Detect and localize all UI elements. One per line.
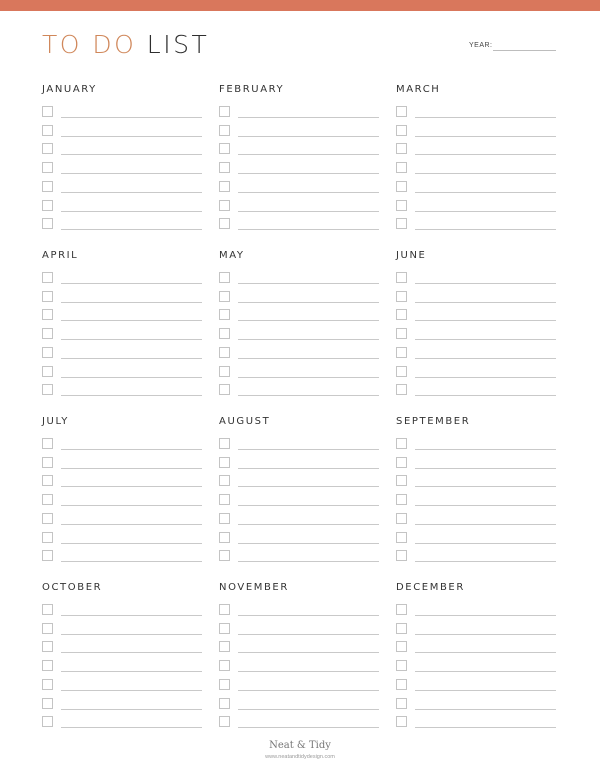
todo-writing-line[interactable]	[61, 377, 202, 378]
todo-item	[219, 660, 379, 674]
todo-writing-line[interactable]	[238, 339, 379, 340]
month-heading: DECEMBER	[396, 582, 465, 593]
month-heading: JUNE	[396, 250, 427, 261]
todo-writing-line[interactable]	[61, 117, 202, 118]
month-block-october	[42, 582, 202, 732]
todo-checkbox[interactable]	[42, 218, 53, 229]
todo-writing-line[interactable]	[238, 229, 379, 230]
todo-checkbox[interactable]	[396, 106, 407, 117]
month-block-january	[42, 84, 202, 234]
todo-checkbox[interactable]	[219, 438, 230, 449]
todo-item	[396, 550, 556, 564]
todo-checkbox[interactable]	[219, 272, 230, 283]
todo-writing-line[interactable]	[238, 173, 379, 174]
todo-writing-line[interactable]	[61, 727, 202, 728]
todo-item	[42, 698, 202, 712]
todo-writing-line[interactable]	[61, 192, 202, 193]
todo-checkbox[interactable]	[42, 291, 53, 302]
month-heading: MAY	[219, 250, 245, 261]
todo-writing-line[interactable]	[415, 339, 556, 340]
month-block-september	[396, 416, 556, 566]
todo-writing-line[interactable]	[61, 229, 202, 230]
todo-item	[42, 457, 202, 471]
todo-checkbox[interactable]	[396, 623, 407, 634]
todo-item	[396, 679, 556, 693]
todo-checkbox[interactable]	[396, 641, 407, 652]
todo-writing-line[interactable]	[415, 283, 556, 284]
month-heading: SEPTEMBER	[396, 416, 471, 427]
todo-writing-line[interactable]	[61, 283, 202, 284]
todo-checkbox[interactable]	[42, 162, 53, 173]
todo-writing-line[interactable]	[415, 173, 556, 174]
todo-writing-line[interactable]	[415, 468, 556, 469]
year-input-line[interactable]	[493, 50, 556, 51]
todo-item	[396, 366, 556, 380]
page-title	[42, 30, 209, 59]
todo-item	[42, 475, 202, 489]
todo-item	[42, 513, 202, 527]
todo-writing-line[interactable]	[415, 690, 556, 691]
todo-writing-line[interactable]	[238, 486, 379, 487]
todo-item	[219, 623, 379, 637]
todo-writing-line[interactable]	[238, 117, 379, 118]
todo-item	[42, 623, 202, 637]
todo-item	[219, 272, 379, 286]
todo-writing-line[interactable]	[61, 615, 202, 616]
todo-writing-line[interactable]	[61, 449, 202, 450]
todo-checkbox[interactable]	[42, 309, 53, 320]
todo-item	[42, 641, 202, 655]
todo-item	[42, 494, 202, 508]
todo-checkbox[interactable]	[42, 384, 53, 395]
todo-item	[219, 550, 379, 564]
todo-item	[396, 475, 556, 489]
todo-writing-line[interactable]	[238, 505, 379, 506]
todo-item	[42, 106, 202, 120]
todo-writing-line[interactable]	[415, 524, 556, 525]
todo-writing-line[interactable]	[415, 211, 556, 212]
todo-item	[396, 181, 556, 195]
todo-item	[219, 604, 379, 618]
todo-item	[219, 494, 379, 508]
todo-checkbox[interactable]	[42, 181, 53, 192]
todo-item	[396, 660, 556, 674]
todo-writing-line[interactable]	[238, 136, 379, 137]
todo-item	[396, 384, 556, 398]
todo-item	[396, 604, 556, 618]
todo-item	[396, 218, 556, 232]
todo-writing-line[interactable]	[238, 727, 379, 728]
todo-writing-line[interactable]	[415, 320, 556, 321]
todo-checkbox[interactable]	[219, 143, 230, 154]
todo-writing-line[interactable]	[238, 652, 379, 653]
todo-item	[219, 328, 379, 342]
todo-checkbox[interactable]	[396, 550, 407, 561]
todo-checkbox[interactable]	[219, 328, 230, 339]
month-block-august	[219, 416, 379, 566]
todo-checkbox[interactable]	[42, 604, 53, 615]
todo-writing-line[interactable]	[415, 486, 556, 487]
todo-checkbox[interactable]	[42, 143, 53, 154]
todo-checkbox[interactable]	[396, 457, 407, 468]
todo-checkbox[interactable]	[219, 347, 230, 358]
todo-item	[219, 291, 379, 305]
todo-item	[396, 106, 556, 120]
todo-writing-line[interactable]	[61, 468, 202, 469]
todo-item	[42, 347, 202, 361]
todo-item	[396, 623, 556, 637]
todo-checkbox[interactable]	[396, 716, 407, 727]
todo-checkbox[interactable]	[396, 513, 407, 524]
todo-item	[396, 200, 556, 214]
todo-checkbox[interactable]	[396, 494, 407, 505]
todo-item	[42, 550, 202, 564]
todo-item	[42, 660, 202, 674]
todo-writing-line[interactable]	[238, 690, 379, 691]
todo-checkbox[interactable]	[42, 347, 53, 358]
todo-writing-line[interactable]	[61, 561, 202, 562]
todo-checkbox[interactable]	[219, 550, 230, 561]
todo-writing-line[interactable]	[238, 524, 379, 525]
todo-item	[219, 347, 379, 361]
todo-checkbox[interactable]	[396, 604, 407, 615]
todo-writing-line[interactable]	[61, 634, 202, 635]
month-heading: APRIL	[42, 250, 79, 261]
todo-item	[219, 513, 379, 527]
todo-writing-line[interactable]	[415, 377, 556, 378]
todo-writing-line[interactable]	[61, 652, 202, 653]
todo-item	[396, 309, 556, 323]
todo-writing-line[interactable]	[238, 449, 379, 450]
todo-writing-line[interactable]	[61, 358, 202, 359]
todo-checkbox[interactable]	[396, 328, 407, 339]
todo-item	[396, 641, 556, 655]
todo-writing-line[interactable]	[415, 117, 556, 118]
title-main-text: LIST	[146, 30, 210, 59]
todo-checkbox[interactable]	[396, 181, 407, 192]
todo-writing-line[interactable]	[61, 486, 202, 487]
month-heading: NOVEMBER	[219, 582, 289, 593]
todo-writing-line[interactable]	[415, 561, 556, 562]
todo-writing-line[interactable]	[415, 395, 556, 396]
todo-writing-line[interactable]	[415, 543, 556, 544]
todo-item	[42, 532, 202, 546]
todo-item	[219, 200, 379, 214]
todo-item	[42, 272, 202, 286]
todo-item	[219, 309, 379, 323]
todo-item	[219, 162, 379, 176]
todo-item	[42, 125, 202, 139]
todo-writing-line[interactable]	[238, 615, 379, 616]
todo-checkbox[interactable]	[42, 457, 53, 468]
todo-writing-line[interactable]	[238, 211, 379, 212]
todo-checkbox[interactable]	[42, 328, 53, 339]
todo-item	[219, 698, 379, 712]
month-block-may	[219, 250, 379, 400]
todo-writing-line[interactable]	[61, 543, 202, 544]
todo-writing-line[interactable]	[61, 339, 202, 340]
todo-writing-line[interactable]	[415, 727, 556, 728]
todo-item	[219, 143, 379, 157]
todo-checkbox[interactable]	[42, 641, 53, 652]
todo-item	[219, 532, 379, 546]
todo-checkbox[interactable]	[219, 513, 230, 524]
todo-checkbox[interactable]	[42, 550, 53, 561]
todo-checkbox[interactable]	[219, 200, 230, 211]
todo-checkbox[interactable]	[42, 494, 53, 505]
month-block-december	[396, 582, 556, 732]
todo-item	[42, 384, 202, 398]
footer-url: www.neatandtidydesign.com	[265, 754, 335, 760]
todo-item	[219, 181, 379, 195]
todo-checkbox[interactable]	[42, 532, 53, 543]
todo-writing-line[interactable]	[415, 154, 556, 155]
todo-writing-line[interactable]	[238, 671, 379, 672]
todo-writing-line[interactable]	[61, 524, 202, 525]
todo-item	[42, 366, 202, 380]
todo-item	[42, 143, 202, 157]
todo-item	[42, 162, 202, 176]
title-accent-text: TO DO	[42, 30, 137, 59]
todo-checkbox[interactable]	[219, 291, 230, 302]
todo-item	[42, 679, 202, 693]
top-accent-bar	[0, 0, 600, 11]
month-block-march	[396, 84, 556, 234]
todo-checkbox[interactable]	[219, 384, 230, 395]
todo-checkbox[interactable]	[219, 181, 230, 192]
todo-item	[42, 438, 202, 452]
todo-checkbox[interactable]	[219, 716, 230, 727]
todo-writing-line[interactable]	[415, 302, 556, 303]
todo-checkbox[interactable]	[396, 200, 407, 211]
todo-item	[396, 716, 556, 730]
month-heading: AUGUST	[219, 416, 271, 427]
todo-checkbox[interactable]	[42, 623, 53, 634]
todo-writing-line[interactable]	[61, 320, 202, 321]
todo-item	[396, 347, 556, 361]
todo-checkbox[interactable]	[219, 366, 230, 377]
todo-checkbox[interactable]	[219, 162, 230, 173]
todo-writing-line[interactable]	[238, 358, 379, 359]
todo-writing-line[interactable]	[238, 709, 379, 710]
todo-checkbox[interactable]	[219, 106, 230, 117]
todo-writing-line[interactable]	[61, 671, 202, 672]
todo-writing-line[interactable]	[238, 320, 379, 321]
todo-writing-line[interactable]	[415, 136, 556, 137]
todo-writing-line[interactable]	[61, 709, 202, 710]
todo-item	[219, 218, 379, 232]
todo-writing-line[interactable]	[415, 449, 556, 450]
todo-checkbox[interactable]	[396, 162, 407, 173]
todo-writing-line[interactable]	[415, 709, 556, 710]
todo-writing-line[interactable]	[61, 395, 202, 396]
todo-checkbox[interactable]	[42, 660, 53, 671]
todo-writing-line[interactable]	[61, 136, 202, 137]
todo-checkbox[interactable]	[396, 218, 407, 229]
todo-checkbox[interactable]	[219, 660, 230, 671]
todo-checkbox[interactable]	[219, 475, 230, 486]
todo-item	[219, 716, 379, 730]
todo-checkbox[interactable]	[219, 309, 230, 320]
todo-item	[396, 532, 556, 546]
todo-writing-line[interactable]	[61, 302, 202, 303]
todo-checkbox[interactable]	[42, 698, 53, 709]
todo-checkbox[interactable]	[219, 494, 230, 505]
todo-item	[219, 125, 379, 139]
month-heading: JANUARY	[42, 84, 97, 95]
todo-checkbox[interactable]	[219, 218, 230, 229]
todo-checkbox[interactable]	[396, 532, 407, 543]
todo-checkbox[interactable]	[396, 347, 407, 358]
todo-item	[219, 438, 379, 452]
todo-item	[42, 218, 202, 232]
todo-checkbox[interactable]	[396, 679, 407, 690]
todo-writing-line[interactable]	[415, 229, 556, 230]
todo-writing-line[interactable]	[238, 283, 379, 284]
todo-item	[396, 143, 556, 157]
todo-writing-line[interactable]	[415, 192, 556, 193]
month-heading: MARCH	[396, 84, 441, 95]
todo-checkbox[interactable]	[396, 291, 407, 302]
todo-checkbox[interactable]	[219, 623, 230, 634]
todo-item	[219, 366, 379, 380]
todo-checkbox[interactable]	[42, 475, 53, 486]
todo-writing-line[interactable]	[238, 634, 379, 635]
todo-writing-line[interactable]	[238, 192, 379, 193]
todo-writing-line[interactable]	[415, 652, 556, 653]
month-block-april	[42, 250, 202, 400]
todo-writing-line[interactable]	[238, 154, 379, 155]
month-block-february	[219, 84, 379, 234]
todo-checkbox[interactable]	[396, 384, 407, 395]
todo-checkbox[interactable]	[396, 143, 407, 154]
todo-writing-line[interactable]	[415, 671, 556, 672]
todo-writing-line[interactable]	[415, 505, 556, 506]
todo-item	[396, 162, 556, 176]
todo-checkbox[interactable]	[396, 475, 407, 486]
todo-item	[396, 291, 556, 305]
month-block-november	[219, 582, 379, 732]
todo-checkbox[interactable]	[219, 679, 230, 690]
todo-checkbox[interactable]	[42, 513, 53, 524]
todo-writing-line[interactable]	[238, 377, 379, 378]
todo-writing-line[interactable]	[238, 543, 379, 544]
todo-item	[396, 494, 556, 508]
todo-checkbox[interactable]	[396, 309, 407, 320]
todo-checkbox[interactable]	[396, 125, 407, 136]
todo-writing-line[interactable]	[61, 154, 202, 155]
todo-checkbox[interactable]	[42, 438, 53, 449]
todo-checkbox[interactable]	[396, 366, 407, 377]
todo-item	[219, 679, 379, 693]
todo-writing-line[interactable]	[238, 561, 379, 562]
month-block-june	[396, 250, 556, 400]
todo-checkbox[interactable]	[219, 532, 230, 543]
month-heading: FEBRUARY	[219, 84, 285, 95]
todo-checkbox[interactable]	[396, 438, 407, 449]
todo-item	[219, 641, 379, 655]
month-heading: JULY	[42, 416, 70, 427]
todo-checkbox[interactable]	[396, 272, 407, 283]
todo-item	[396, 125, 556, 139]
todo-writing-line[interactable]	[238, 395, 379, 396]
todo-writing-line[interactable]	[238, 468, 379, 469]
todo-item	[396, 698, 556, 712]
todo-checkbox[interactable]	[219, 698, 230, 709]
todo-item	[219, 384, 379, 398]
todo-item	[42, 309, 202, 323]
todo-writing-line[interactable]	[61, 173, 202, 174]
todo-item	[42, 328, 202, 342]
todo-checkbox[interactable]	[42, 716, 53, 727]
todo-checkbox[interactable]	[219, 604, 230, 615]
todo-item	[396, 513, 556, 527]
todo-item	[42, 181, 202, 195]
todo-writing-line[interactable]	[238, 302, 379, 303]
todo-checkbox[interactable]	[219, 457, 230, 468]
todo-checkbox[interactable]	[219, 641, 230, 652]
todo-item	[396, 328, 556, 342]
todo-checkbox[interactable]	[42, 366, 53, 377]
todo-checkbox[interactable]	[219, 125, 230, 136]
todo-item	[219, 106, 379, 120]
todo-item	[42, 716, 202, 730]
todo-writing-line[interactable]	[61, 690, 202, 691]
todo-writing-line[interactable]	[61, 211, 202, 212]
todo-checkbox[interactable]	[42, 200, 53, 211]
todo-item	[42, 604, 202, 618]
todo-item	[396, 438, 556, 452]
month-block-july	[42, 416, 202, 566]
todo-writing-line[interactable]	[415, 615, 556, 616]
todo-checkbox[interactable]	[42, 679, 53, 690]
todo-writing-line[interactable]	[415, 634, 556, 635]
footer-brand: Neat & Tidy	[269, 740, 331, 751]
todo-checkbox[interactable]	[42, 106, 53, 117]
todo-item	[396, 272, 556, 286]
month-heading: OCTOBER	[42, 582, 103, 593]
todo-writing-line[interactable]	[415, 358, 556, 359]
todo-writing-line[interactable]	[61, 505, 202, 506]
year-label: YEAR:	[469, 42, 493, 49]
todo-checkbox[interactable]	[42, 272, 53, 283]
todo-item	[42, 200, 202, 214]
todo-item	[219, 475, 379, 489]
todo-item	[396, 457, 556, 471]
todo-checkbox[interactable]	[42, 125, 53, 136]
todo-item	[42, 291, 202, 305]
todo-item	[219, 457, 379, 471]
todo-checkbox[interactable]	[396, 660, 407, 671]
todo-checkbox[interactable]	[396, 698, 407, 709]
